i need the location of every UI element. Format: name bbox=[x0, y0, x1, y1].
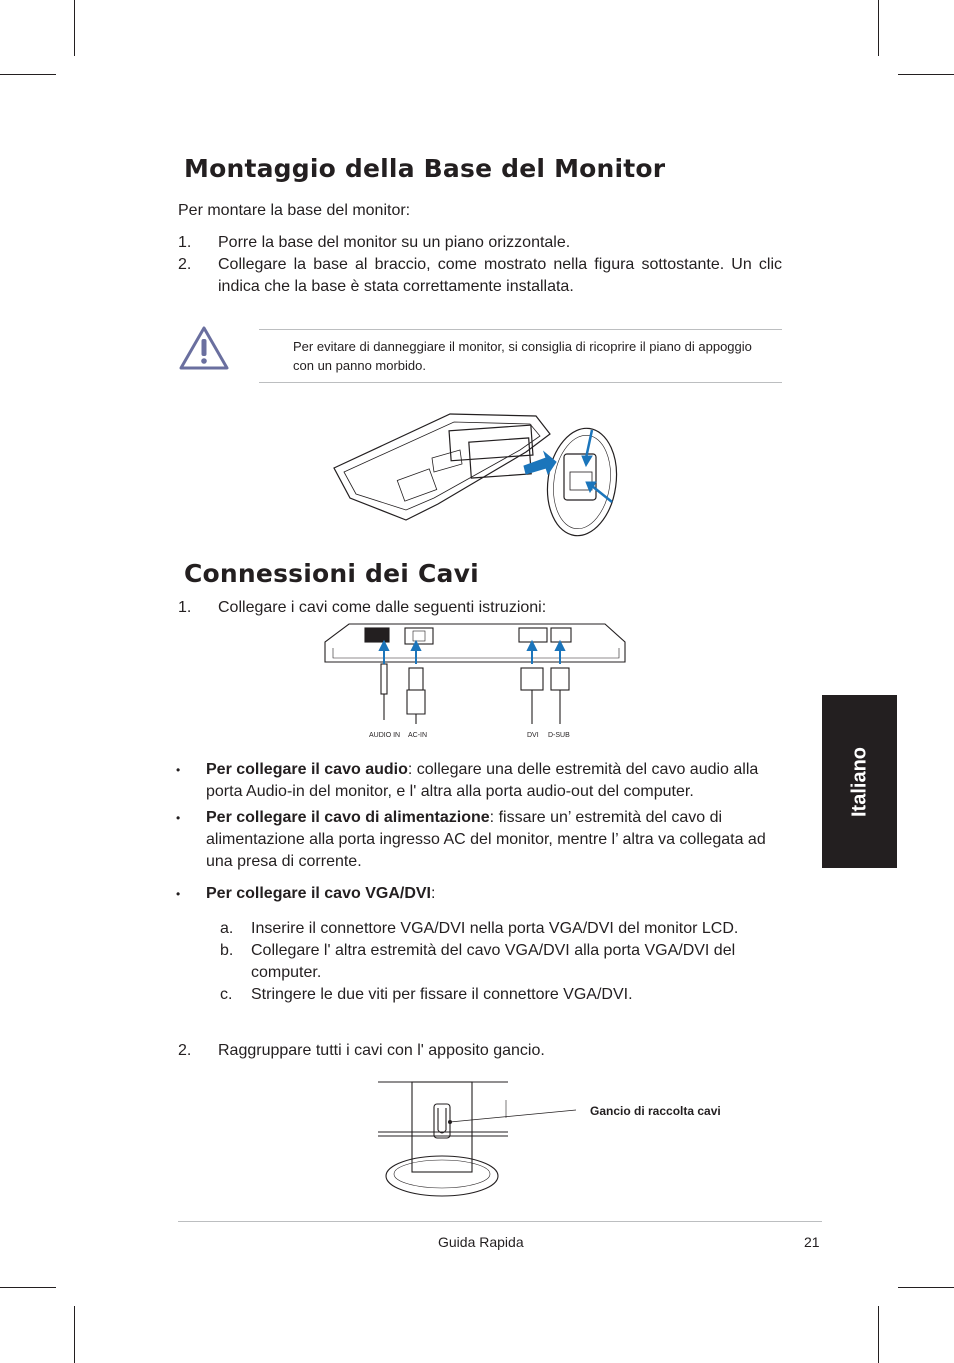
port-label-d-sub: D-SUB bbox=[548, 732, 570, 739]
section-title-monitor-base: Montaggio della Base del Monitor bbox=[184, 154, 666, 183]
footer-guide-name: Guida Rapida bbox=[438, 1234, 524, 1250]
crop-mark bbox=[0, 1287, 56, 1288]
footer-rule bbox=[178, 1221, 822, 1222]
port-label-dvi: DVI bbox=[527, 732, 539, 739]
language-tab bbox=[822, 695, 897, 868]
crop-mark bbox=[0, 74, 56, 75]
bullet-heading: Per collegare il cavo di alimentazione bbox=[206, 809, 490, 826]
page-number: 21 bbox=[804, 1234, 820, 1250]
step-text: Collegare i cavi come dalle seguenti istruzioni: bbox=[218, 599, 547, 616]
substep-text: Collegare l' altra estremità del cavo VGA/DVI alla porta VGA/DVI del computer. bbox=[251, 942, 736, 981]
crop-mark bbox=[74, 1306, 75, 1363]
bullet-text: : collegare una delle estremità del cavo audio alla porta Audio-in del monitor, e l' altra alla porta audio-out del computer. bbox=[206, 761, 759, 800]
port-label-ac-in: AC-IN bbox=[408, 732, 428, 739]
cable-hook-illustration bbox=[376, 1078, 586, 1200]
section-title-cable-connections: Connessioni dei Cavi bbox=[184, 559, 479, 588]
crop-mark bbox=[74, 0, 75, 56]
bullet-text: : bbox=[430, 885, 436, 902]
bullet-symbol: • bbox=[176, 811, 181, 825]
step-number: 2. bbox=[178, 1042, 192, 1059]
bullet-text: : fissare un’ estremità del cavo di alimentazione alla porta ingresso AC del monitor, mentre l’ altra va collegata ad una presa di corrente. bbox=[206, 809, 766, 870]
step-text: Collegare la base al braccio, come mostrato nella figura sottostante. Un clic indica che la base è stata correttamente installata. bbox=[218, 256, 782, 295]
substep-text: Stringere le due viti per fissare il connettore VGA/DVI. bbox=[251, 986, 633, 1003]
caution-rule-bottom bbox=[259, 382, 782, 383]
language-tab-label: Italiano bbox=[848, 746, 870, 817]
step-number: 1. bbox=[178, 234, 192, 251]
bullet-power bbox=[206, 807, 782, 873]
substep-letter: b. bbox=[220, 942, 234, 959]
substep-letter: a. bbox=[220, 920, 234, 937]
step-number: 2. bbox=[178, 256, 192, 273]
substep-letter: c. bbox=[220, 986, 233, 1003]
caution-text: Per evitare di danneggiare il monitor, si consiglia di ricoprire il piano di appoggio con un panno morbido. bbox=[293, 339, 752, 373]
warning-icon bbox=[178, 325, 230, 371]
port-label-audio-in: AUDIO IN bbox=[369, 732, 401, 739]
bullet-symbol: • bbox=[176, 887, 181, 901]
crop-mark bbox=[898, 1287, 954, 1288]
step-number: 1. bbox=[178, 599, 192, 616]
step-text: Porre la base del monitor su un piano orizzontale. bbox=[218, 234, 571, 251]
cable-ports-illustration bbox=[323, 620, 629, 744]
hook-label: Gancio di raccolta cavi bbox=[590, 1104, 721, 1118]
bullet-heading: Per collegare il cavo VGA/DVI bbox=[206, 885, 431, 902]
crop-mark bbox=[878, 0, 879, 56]
substep-text: Inserire il connettore VGA/DVI nella porta VGA/DVI del monitor LCD. bbox=[251, 920, 739, 937]
base-mounting-illustration bbox=[320, 408, 620, 538]
intro-text: Per montare la base del monitor: bbox=[178, 202, 411, 219]
crop-mark bbox=[878, 1306, 879, 1363]
step-text: Raggruppare tutti i cavi con l' apposito gancio. bbox=[218, 1042, 545, 1059]
crop-mark bbox=[898, 74, 954, 75]
caution-rule-top bbox=[259, 329, 782, 330]
bullet-heading: Per collegare il cavo audio bbox=[206, 761, 408, 778]
bullet-audio bbox=[206, 759, 782, 803]
bullet-symbol: • bbox=[176, 763, 181, 777]
bullet-vga-dvi bbox=[206, 883, 782, 905]
